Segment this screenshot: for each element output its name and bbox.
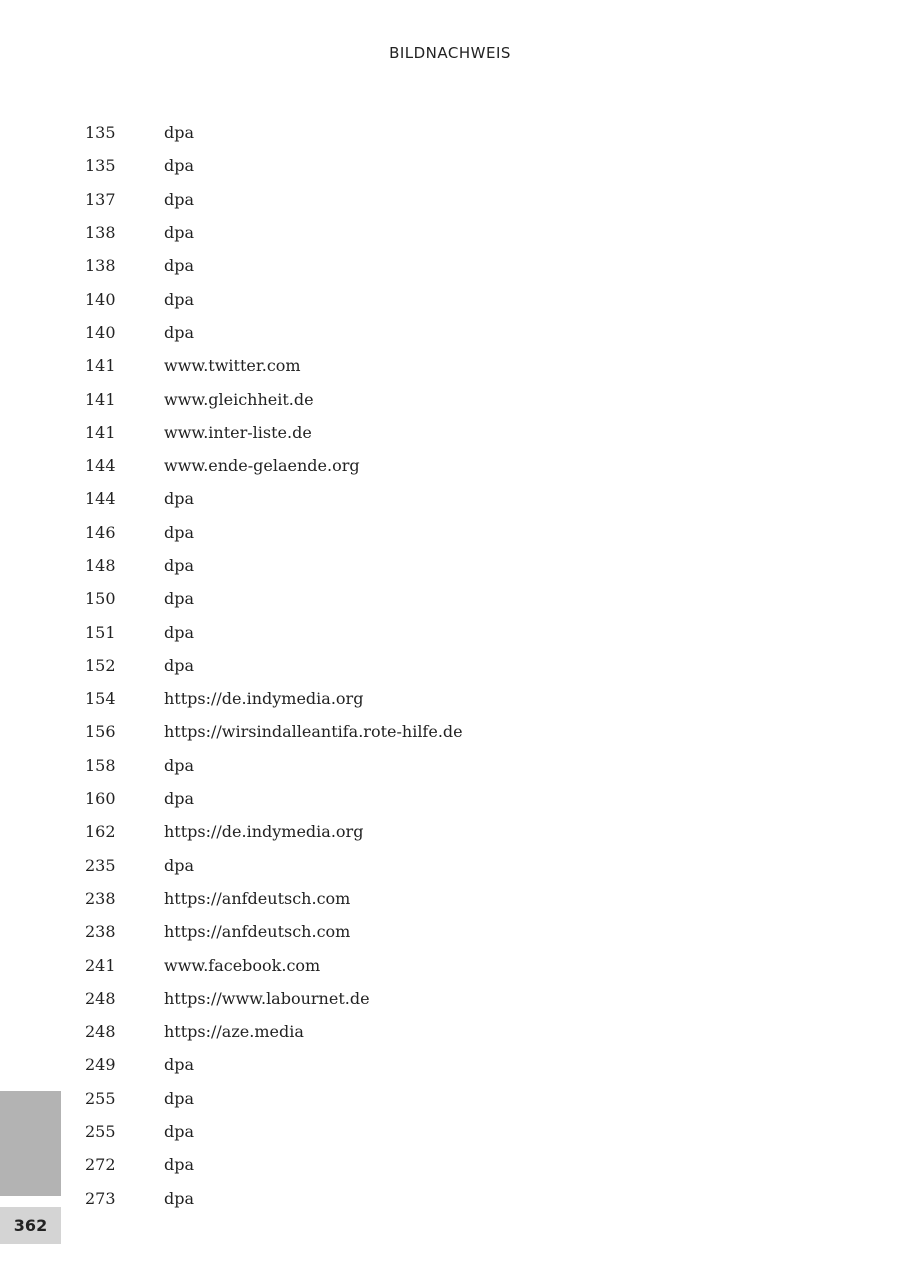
credit-source: www.ende-gelaende.org <box>164 456 360 476</box>
credit-row <box>85 982 825 1015</box>
credit-page-number: 150 <box>85 589 116 609</box>
credit-row <box>85 782 825 815</box>
credit-page-number: 154 <box>85 689 116 709</box>
credit-source: dpa <box>164 655 195 675</box>
credit-source: www.inter-liste.de <box>164 422 312 442</box>
credit-source: dpa <box>164 522 195 542</box>
credit-source: dpa <box>164 1122 195 1142</box>
credit-source: dpa <box>164 156 195 176</box>
credit-page-number: 138 <box>85 223 116 243</box>
credit-page-number: 138 <box>85 256 116 276</box>
credit-row <box>85 1048 825 1081</box>
credit-row <box>85 849 825 882</box>
credit-row <box>85 882 825 915</box>
credit-source: https://wirsindalleantifa.rote-hilfe.de <box>164 722 463 742</box>
credit-row <box>85 749 825 782</box>
credit-row <box>85 116 825 149</box>
credit-page-number: 238 <box>85 888 116 908</box>
credit-row <box>85 183 825 216</box>
credit-page-number: 156 <box>85 722 116 742</box>
credit-row <box>85 1148 825 1181</box>
credit-row <box>85 516 825 549</box>
credit-row <box>85 216 825 249</box>
credit-row <box>85 549 825 582</box>
credit-page-number: 152 <box>85 655 116 675</box>
credit-page-number: 135 <box>85 156 116 176</box>
credit-page-number: 160 <box>85 789 116 809</box>
credit-page-number: 241 <box>85 955 116 975</box>
credit-source: https://de.indymedia.org <box>164 822 364 842</box>
credit-row <box>85 249 825 282</box>
credit-page-number: 137 <box>85 189 116 209</box>
credit-page-number: 255 <box>85 1088 116 1108</box>
credit-source: dpa <box>164 256 195 276</box>
credit-row <box>85 282 825 315</box>
side-tab-marker <box>0 1091 61 1196</box>
credit-source: https://anfdeutsch.com <box>164 922 351 942</box>
credit-source: www.gleichheit.de <box>164 389 314 409</box>
credit-row <box>85 1182 825 1215</box>
credit-row <box>85 482 825 515</box>
credit-page-number: 144 <box>85 489 116 509</box>
credit-row <box>85 715 825 748</box>
credit-source: dpa <box>164 789 195 809</box>
credit-page-number: 141 <box>85 422 116 442</box>
credit-row <box>85 149 825 182</box>
credit-source: https://www.labournet.de <box>164 988 370 1008</box>
credit-page-number: 249 <box>85 1055 116 1075</box>
credit-page-number: 248 <box>85 1022 116 1042</box>
credit-row <box>85 615 825 648</box>
credit-source: https://anfdeutsch.com <box>164 888 351 908</box>
credit-page-number: 141 <box>85 356 116 376</box>
credit-source: dpa <box>164 589 195 609</box>
credit-page-number: 141 <box>85 389 116 409</box>
credit-row <box>85 1115 825 1148</box>
credit-row <box>85 349 825 382</box>
credit-page-number: 140 <box>85 289 116 309</box>
credit-source: www.twitter.com <box>164 356 301 376</box>
credit-source: dpa <box>164 489 195 509</box>
credit-row <box>85 316 825 349</box>
page-header: BILDNACHWEIS <box>389 44 511 62</box>
credit-source: https://aze.media <box>164 1022 304 1042</box>
credit-row <box>85 682 825 715</box>
credit-row <box>85 1082 825 1115</box>
credit-page-number: 255 <box>85 1122 116 1142</box>
credit-row <box>85 449 825 482</box>
credit-page-number: 248 <box>85 988 116 1008</box>
credit-page-number: 148 <box>85 556 116 575</box>
credit-row <box>85 815 825 848</box>
credit-page-number: 158 <box>85 755 116 775</box>
credit-source: dpa <box>164 1188 195 1208</box>
credit-row <box>85 416 825 449</box>
credit-source: dpa <box>164 1088 195 1108</box>
credit-page-number: 235 <box>85 855 116 875</box>
credit-page-number: 162 <box>85 822 116 842</box>
credit-source: dpa <box>164 322 195 342</box>
credits-list <box>85 116 825 1215</box>
credit-source: dpa <box>164 123 195 143</box>
credit-source: dpa <box>164 289 195 309</box>
credit-row <box>85 915 825 948</box>
credit-page-number: 146 <box>85 522 116 542</box>
credit-source: dpa <box>164 622 195 642</box>
page-number: 362 <box>0 1207 61 1244</box>
credit-source: dpa <box>164 1055 195 1075</box>
credit-row <box>85 948 825 981</box>
credit-row <box>85 1015 825 1048</box>
credit-row <box>85 649 825 682</box>
credit-source: www.facebook.com <box>164 955 321 975</box>
credit-page-number: 144 <box>85 456 116 476</box>
credit-page-number: 238 <box>85 922 116 942</box>
credit-row <box>85 382 825 415</box>
credit-source: dpa <box>164 223 195 243</box>
credit-page-number: 140 <box>85 322 116 342</box>
credit-page-number: 272 <box>85 1155 116 1175</box>
credit-source: dpa <box>164 556 195 575</box>
credit-source: dpa <box>164 189 195 209</box>
credit-source: dpa <box>164 855 195 875</box>
credit-page-number: 151 <box>85 622 116 642</box>
credit-page-number: 273 <box>85 1188 116 1208</box>
credit-source: dpa <box>164 755 195 775</box>
credit-source: https://de.indymedia.org <box>164 689 364 709</box>
credit-row <box>85 582 825 615</box>
credit-page-number: 135 <box>85 123 116 143</box>
credit-source: dpa <box>164 1155 195 1175</box>
